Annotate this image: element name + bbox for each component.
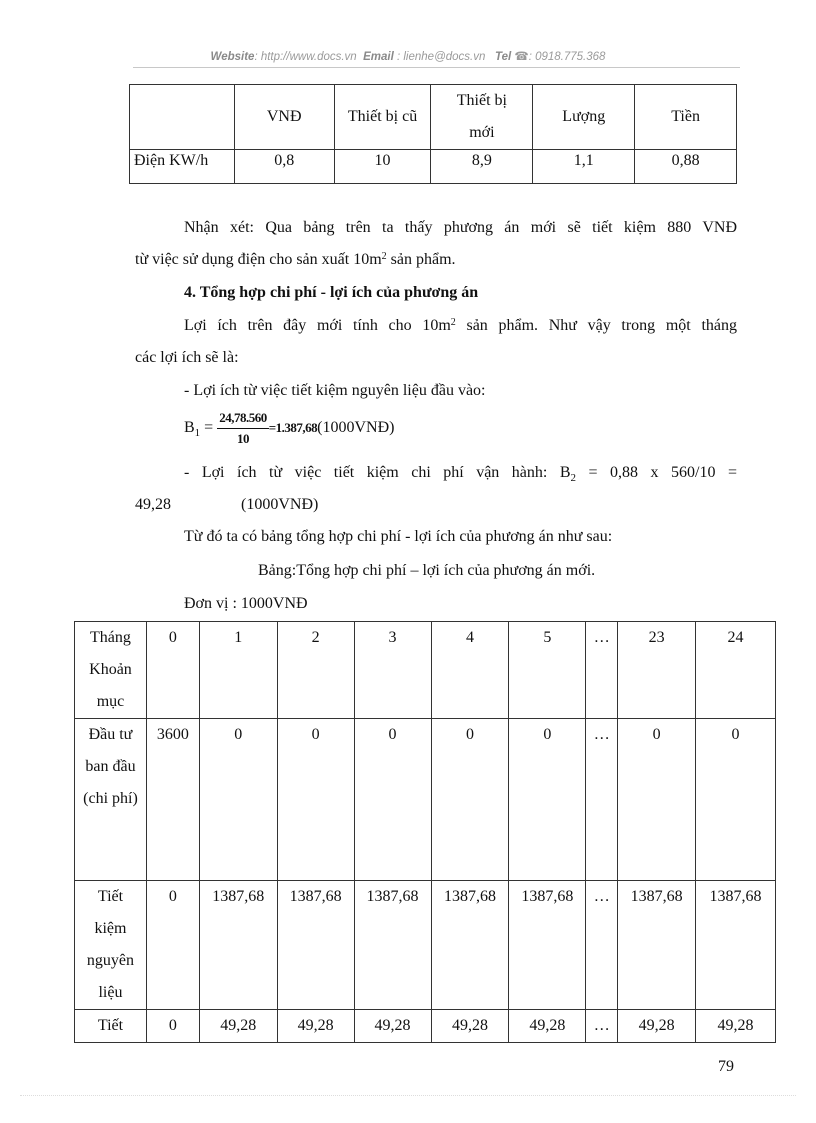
- bullet-1: - Lợi ích từ việc tiết kiệm nguyên liệu đầu vào:: [184, 382, 486, 399]
- table-cell: 0: [199, 719, 277, 881]
- superscript: 2: [450, 317, 456, 328]
- table-row: [75, 1010, 776, 1043]
- table-row: [130, 150, 737, 184]
- table-cell: Điện KW/h: [130, 150, 235, 184]
- bullet-2-formula: = 0,88 x 560/10 =: [576, 464, 738, 481]
- table-cell: Tiết kiệm nguyên liệu: [75, 881, 147, 1010]
- equals: =: [200, 419, 218, 436]
- cost-benefit-table: [74, 621, 776, 1043]
- website-value: : http://www.docs.vn: [254, 51, 357, 63]
- table-row: [75, 719, 776, 881]
- section-heading: 4. Tổng hợp chi phí - lợi ích của phương án: [184, 284, 479, 301]
- table-cell: 1387,68: [199, 881, 277, 1010]
- unit-line: Đơn vị : 1000VNĐ: [184, 595, 308, 612]
- benefit-text: Lợi ích trên đây mới tính cho 10m: [184, 317, 451, 334]
- table-header-row: [130, 85, 737, 150]
- table-caption: Bảng:Tổng hợp chi phí – lợi ích của phương án mới.: [258, 562, 596, 579]
- phone-icon: ☎: [514, 51, 529, 63]
- table-cell: Tháng Khoản mục: [75, 622, 147, 719]
- table-cell: 4: [431, 622, 509, 719]
- table-cell: Thiết bị cũ: [334, 85, 431, 150]
- summary-intro: Từ đó ta có bảng tổng hợp chi phí - lợi ích của phương án như sau:: [184, 528, 613, 545]
- table-cell: 1387,68: [696, 881, 776, 1010]
- table-cell: Lượng: [533, 85, 635, 150]
- bullet-2-unit: (1000VNĐ): [241, 496, 319, 513]
- table-cell: 0: [146, 881, 199, 1010]
- benefit-line-2: các lợi ích sẽ là:: [135, 349, 239, 366]
- table-cell: 49,28: [277, 1010, 354, 1043]
- benefit-text-end: sản phẩm. Như vậy trong một tháng: [455, 317, 737, 334]
- table-cell: 49,28: [431, 1010, 509, 1043]
- table-cell: 1,1: [533, 150, 635, 184]
- table-cell: 23: [618, 622, 696, 719]
- table-cell: 1: [199, 622, 277, 719]
- remark-line-1: Nhận xét: Qua bảng trên ta thấy phương án mới sẽ tiết kiệm 880 VNĐ: [184, 219, 737, 236]
- table-cell: [130, 85, 235, 150]
- header-divider: [133, 67, 740, 68]
- table-cell: 49,28: [509, 1010, 586, 1043]
- table-cell: 1387,68: [509, 881, 586, 1010]
- bullet-2-value: 49,28: [135, 496, 171, 513]
- table-cell: 0: [146, 1010, 199, 1043]
- electricity-table: [129, 84, 737, 184]
- page-footer-divider: [20, 1095, 796, 1096]
- table-cell: 49,28: [199, 1010, 277, 1043]
- table-cell: …: [586, 881, 618, 1010]
- tel-label: Tel: [494, 51, 512, 63]
- table-cell: 0: [277, 719, 354, 881]
- table-cell: 1387,68: [277, 881, 354, 1010]
- table-cell: Thiết bị mới: [431, 85, 533, 150]
- table-cell: 49,28: [354, 1010, 431, 1043]
- table-cell: 0,8: [234, 150, 334, 184]
- table-cell: 1387,68: [431, 881, 509, 1010]
- website-label: Website: [210, 51, 255, 63]
- remark-text-end: sản phẩm.: [386, 251, 456, 268]
- table-cell: Tiết: [75, 1010, 147, 1043]
- tel-value: : 0918.775.368: [528, 51, 606, 63]
- b1-fraction: [217, 411, 269, 446]
- bullet-2: [184, 463, 737, 488]
- table-cell: 0: [354, 719, 431, 881]
- table-row: [75, 881, 776, 1010]
- table-cell: 24: [696, 622, 776, 719]
- table-cell: 2: [277, 622, 354, 719]
- b1-formula: [184, 408, 394, 453]
- email-value: : lienhe@docs.vn: [396, 51, 486, 63]
- subscript: 2: [570, 472, 577, 485]
- table-cell: VNĐ: [234, 85, 334, 150]
- table-cell: Tiền: [635, 85, 737, 150]
- table-cell: 0: [146, 622, 199, 719]
- table-cell: 3: [354, 622, 431, 719]
- table-cell: 1387,68: [618, 881, 696, 1010]
- table-cell: 10: [334, 150, 431, 184]
- table-cell: 49,28: [696, 1010, 776, 1043]
- b1-result: =1.387,68: [268, 420, 318, 435]
- superscript: 2: [381, 251, 387, 262]
- benefit-line-1: [184, 316, 737, 336]
- table-cell: 3600: [146, 719, 199, 881]
- bullet-2-text: - Lợi ích từ việc tiết kiệm chi phí vận hành: B: [184, 464, 571, 481]
- table-cell: 0: [431, 719, 509, 881]
- subscript: 1: [194, 427, 201, 440]
- email-label: Email: [363, 51, 394, 63]
- b1-label: B: [184, 419, 195, 436]
- remark-text: từ việc sử dụng điện cho sản xuất 10m: [135, 251, 382, 268]
- table-cell: 8,9: [431, 150, 533, 184]
- table-cell: 49,28: [618, 1010, 696, 1043]
- table-cell: …: [586, 719, 618, 881]
- page-number: 79: [718, 1058, 734, 1075]
- table-cell: 5: [509, 622, 586, 719]
- table-cell: 0: [509, 719, 586, 881]
- table-cell: …: [586, 622, 618, 719]
- fraction-denominator: 10: [236, 430, 249, 446]
- b1-unit: (1000VNĐ): [317, 419, 395, 436]
- table-cell: 0,88: [635, 150, 737, 184]
- table-cell: 0: [696, 719, 776, 881]
- fraction-numerator: 24,78.560: [217, 411, 269, 429]
- table-cell: Đầu tư ban đầu (chi phí): [75, 719, 147, 881]
- table-cell: 0: [618, 719, 696, 881]
- remark-line-2: [135, 250, 456, 270]
- page-header: [0, 49, 816, 63]
- table-header-row: [75, 622, 776, 719]
- table-cell: …: [586, 1010, 618, 1043]
- table-cell: 1387,68: [354, 881, 431, 1010]
